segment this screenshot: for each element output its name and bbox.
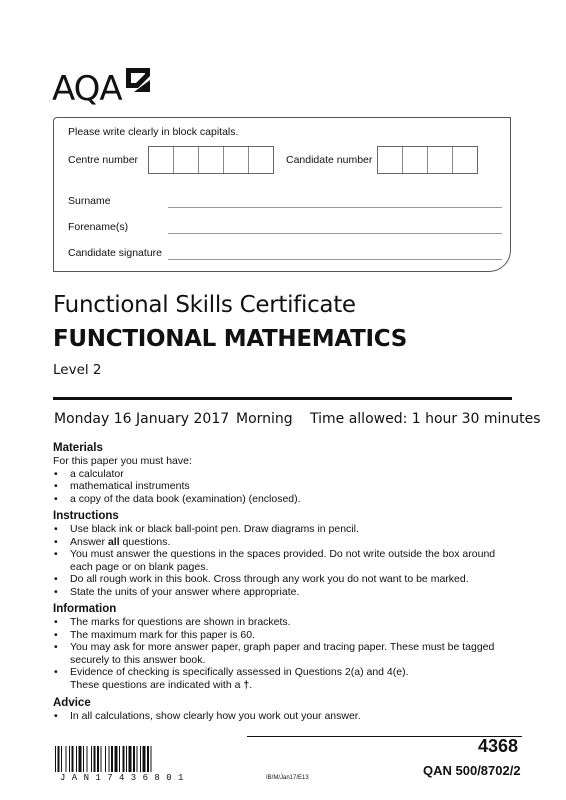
- centre-digit-box[interactable]: [249, 147, 273, 173]
- signature-field[interactable]: [168, 259, 502, 260]
- qan-code: QAN 500/8702/2: [423, 763, 521, 778]
- information-heading: Information: [53, 603, 117, 615]
- list-item: [53, 536, 513, 549]
- candidate-digit-box[interactable]: [428, 147, 453, 173]
- materials-intro: For this paper you must have:: [53, 455, 192, 467]
- surname-field[interactable]: [168, 207, 502, 208]
- materials-section: [53, 441, 513, 505]
- list-item: • Use black ink or black ball-point pen. Draw diagrams in pencil.: [53, 523, 513, 536]
- form-instruction: Please write clearly in block capitals.: [68, 126, 239, 138]
- centre-digit-box[interactable]: [224, 147, 249, 173]
- forenames-label: Forename(s): [68, 221, 129, 233]
- aqa-logo: [52, 62, 152, 109]
- barcode-icon: [55, 746, 205, 772]
- list-item: • Do all rough work in this book. Cross through any work you do not want to be marked.: [53, 573, 513, 586]
- forenames-field[interactable]: [168, 233, 502, 234]
- centre-digit-box[interactable]: [174, 147, 199, 173]
- advice-heading: Advice: [53, 697, 91, 709]
- centre-number-boxes[interactable]: [148, 146, 274, 174]
- paper-code: 4368: [478, 736, 519, 756]
- exam-session: Morning: [236, 411, 293, 427]
- candidate-number-label: Candidate number: [286, 154, 373, 166]
- candidate-digit-box[interactable]: [403, 147, 428, 173]
- list-item: • mathematical instruments: [53, 480, 513, 493]
- list-item: • You may ask for more answer paper, graph paper and tracing paper. These must be tagged securely to this answer book.: [53, 641, 513, 666]
- candidate-digit-box[interactable]: [378, 147, 403, 173]
- advice-section: [53, 696, 513, 723]
- logo-text: AQA: [52, 69, 122, 109]
- centre-number-label: Centre number: [68, 154, 139, 166]
- item-text: These questions are indicated with a: [70, 678, 244, 691]
- signature-label: Candidate signature: [68, 247, 162, 259]
- candidate-number-boxes[interactable]: [377, 146, 478, 174]
- instructions-section: [53, 509, 513, 598]
- time-allowed: Time allowed: 1 hour 30 minutes: [310, 411, 541, 427]
- title-divider: [53, 397, 512, 400]
- information-list: [53, 616, 513, 691]
- list-item: • The maximum mark for this paper is 60.: [53, 629, 513, 642]
- list-item: • a calculator: [53, 468, 513, 481]
- centre-digit-box[interactable]: [199, 147, 224, 173]
- instructions-list: [53, 523, 513, 598]
- dagger-symbol: †: [243, 678, 250, 691]
- list-item: • In all calculations, show clearly how you work out your answer.: [53, 710, 513, 723]
- aqa-logo-mark-icon: [124, 66, 152, 94]
- materials-list: [53, 468, 513, 506]
- level-label: Level 2: [53, 362, 102, 378]
- instructions-heading: Instructions: [53, 510, 119, 522]
- certificate-title: Functional Skills Certificate: [53, 292, 356, 318]
- materials-heading: Materials: [53, 442, 103, 454]
- list-item: • You must answer the questions in the spaces provided. Do not write outside the box around each page or on blank pages.: [53, 548, 513, 573]
- information-section: [53, 602, 513, 691]
- centre-digit-box[interactable]: [149, 147, 174, 173]
- exam-date: Monday 16 January 2017: [54, 411, 230, 427]
- barcode-digits: JAN17436801: [60, 773, 190, 783]
- subject-title: FUNCTIONAL MATHEMATICS: [53, 326, 407, 352]
- candidate-digit-box[interactable]: [453, 147, 477, 173]
- list-item: • State the units of your answer where appropriate.: [53, 586, 513, 599]
- emphasis-text: all: [107, 535, 120, 548]
- list-item: [53, 666, 513, 691]
- surname-label: Surname: [68, 195, 111, 207]
- candidate-details-box: [53, 117, 511, 272]
- list-item: • a copy of the data book (examination) (enclosed).: [53, 493, 513, 506]
- item-text: .: [249, 678, 253, 691]
- advice-list: [53, 710, 513, 723]
- item-text: Evidence of checking is specifically assessed in Questions 2(a) and 4(e).: [70, 666, 409, 678]
- item-text: Answer: [70, 535, 108, 548]
- item-text: questions.: [119, 535, 171, 548]
- list-item: • The marks for questions are shown in brackets.: [53, 616, 513, 629]
- paper-reference: IB/M/Jan17/E13: [266, 775, 309, 781]
